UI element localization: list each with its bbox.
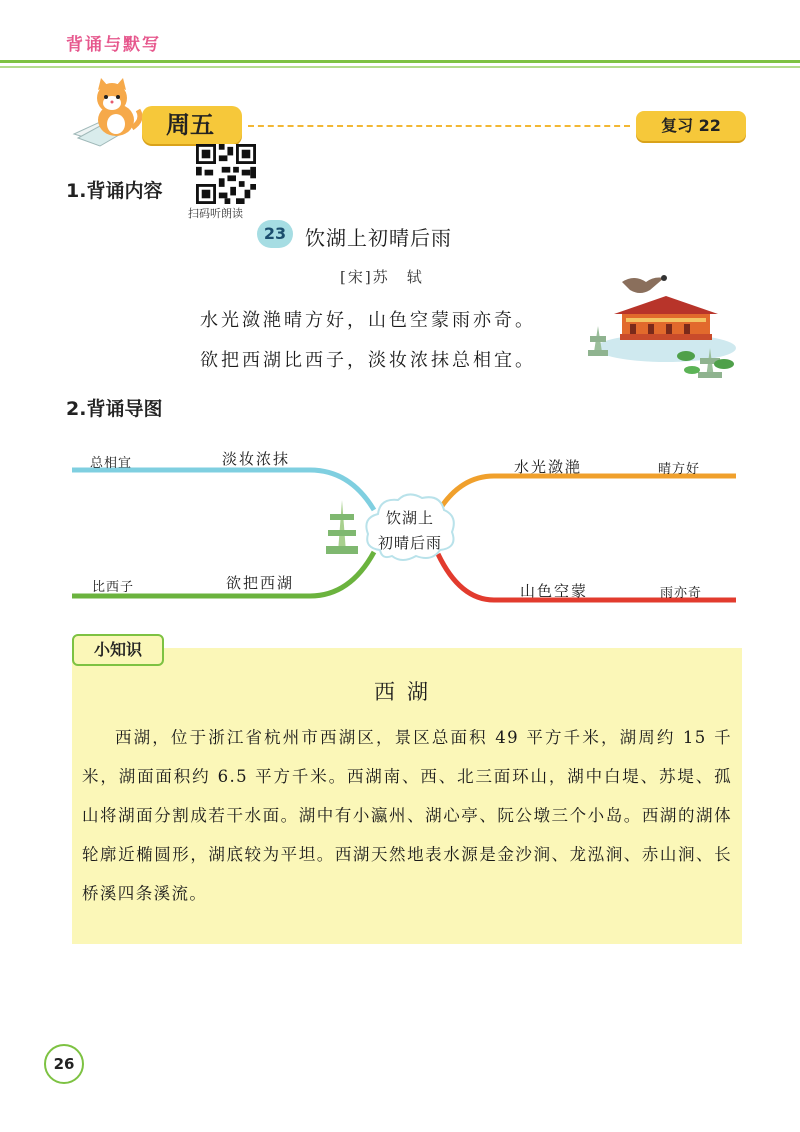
knowledge-tab: 小知识 [72, 634, 164, 666]
dashed-divider [248, 125, 630, 127]
poem-line-1: 水光潋滟晴方好，山色空蒙雨亦奇。 [200, 310, 536, 331]
pagoda-icon [326, 500, 358, 554]
mindmap-right-bottom-inner: 山色空蒙 [520, 582, 589, 600]
section-title-recite: 1.背诵内容 [66, 180, 163, 202]
day-label: 周五 [166, 111, 214, 139]
mindmap-left-top-outer: 总相宜 [90, 456, 133, 471]
page-number: 26 [44, 1044, 84, 1084]
header-divider-light [0, 66, 800, 68]
mindmap-right-top-outer: 晴方好 [658, 462, 701, 477]
mindmap-center-text [364, 506, 456, 556]
mindmap-center-line-1: 饮湖上 [385, 509, 434, 527]
mindmap-right-top-inner: 水光潋滟 [514, 458, 583, 476]
mindmap-center-line-2: 初晴后雨 [377, 534, 442, 552]
mindmap-left-top-inner: 淡妆浓抹 [222, 450, 291, 468]
mindmap-right-bottom-outer: 雨亦奇 [660, 586, 703, 601]
mindmap-left-bottom-inner: 欲把西湖 [226, 574, 295, 592]
mindmap-left-bottom-outer: 比西子 [92, 580, 135, 595]
poem-number-badge: 23 [257, 220, 293, 248]
header-title: 背诵与默写 [66, 35, 161, 55]
cat-reading-illustration [70, 76, 146, 148]
knowledge-text: 西湖，位于浙江省杭州市西湖区，景区总面积 49 平方千米，湖周约 15 千米，湖面面积约 6.5 平方千米。西湖南、西、北三面环山，湖中白堤、苏堤、孤山将湖面分割成若干水面。湖中有小瀛州、湖心亭、阮公墩三个小岛。西湖的湖体轮廓近椭圆形，湖底较为平坦。西湖天然地表水源是金沙涧、龙泓涧、赤山涧、长桥溪四条溪流。 [82, 728, 732, 903]
poem-line-2: 欲把西湖比西子，淡妆浓抹总相宜。 [200, 350, 536, 371]
mindmap-branch-right-top [438, 476, 736, 512]
header-divider [0, 60, 800, 63]
review-badge: 复习 22 [636, 111, 746, 141]
qr-code-icon[interactable] [196, 144, 256, 204]
west-lake-pavilion-illustration [574, 266, 740, 390]
mindmap-branch-left-top [72, 470, 374, 510]
section-title-mindmap: 2.背诵导图 [66, 398, 163, 420]
knowledge-title: 西湖 [374, 680, 440, 704]
qr-caption: 扫码听朗读 [188, 207, 243, 220]
poem-author: [宋]苏 轼 [340, 268, 424, 286]
poem-title: 饮湖上初晴后雨 [305, 226, 452, 250]
